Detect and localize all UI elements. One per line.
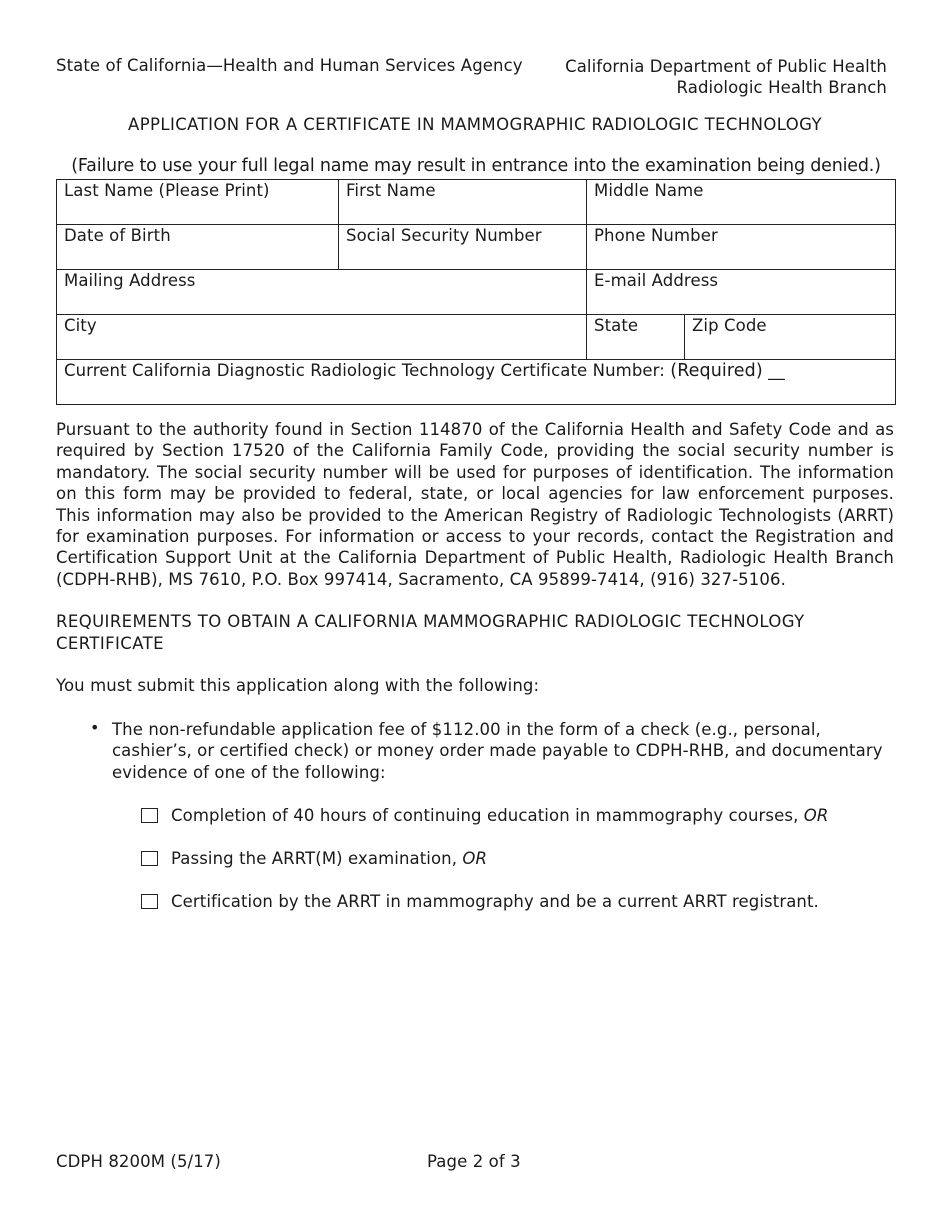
first-name-field[interactable]: [339, 180, 587, 225]
phone-field[interactable]: [587, 225, 896, 270]
checkbox-arrt-exam[interactable]: [141, 851, 158, 866]
email-label: E-mail Address: [594, 271, 719, 290]
option-text: Certification by the ARRT in mammography and be a current ARRT registrant.: [171, 892, 819, 911]
legal-name-note: (Failure to use your full legal name may result in entrance into the examination being denied.): [71, 156, 881, 176]
option-arrt-exam: [141, 849, 487, 868]
city-label: City: [64, 316, 97, 335]
applicant-info-table: [56, 179, 896, 405]
option-text: Completion of 40 hours of continuing education in mammography courses, OR: [171, 806, 829, 825]
checkbox-continuing-education[interactable]: [141, 808, 158, 823]
agency-name: State of California—Health and Human Services Agency: [56, 56, 523, 75]
department-name: California Department of Public Health: [565, 57, 887, 76]
middle-name-label: Middle Name: [594, 181, 704, 200]
mailing-address-label: Mailing Address: [64, 271, 196, 290]
submit-intro: You must submit this application along with the following:: [56, 676, 540, 695]
required-marker: (Required): [670, 361, 763, 381]
dob-field[interactable]: [57, 225, 339, 270]
state-label: State: [594, 316, 639, 335]
mailing-address-field[interactable]: [57, 270, 587, 315]
department-header: [565, 56, 887, 98]
state-field[interactable]: [587, 315, 685, 360]
checkbox-arrt-certification[interactable]: [141, 894, 158, 909]
option-arrt-certification: [141, 892, 819, 911]
ssn-field[interactable]: [339, 225, 587, 270]
certificate-number-label: Current California Diagnostic Radiologic Technology Certificate Number:: [64, 361, 665, 380]
privacy-statement: Pursuant to the authority found in Section 114870 of the California Health and Safety Code and as required by Section 17520 of the California Family Code, providing the social security number is mandatory. The social security number will be used for purposes of identification. The information on this form may be provided to federal, state, or local agencies for law enforcement purposes. This information may also be provided to the American Registry of Radiologic Technologists (ARRT) for examination purposes. For information or access to your records, contact the Registration and Certification Support Unit at the California Department of Public Health, Radiologic Health Branch (CDPH-RHB), MS 7610, P.O. Box 997414, Sacramento, CA 95899-7414, (916) 327-5106.: [56, 420, 894, 589]
page-number: Page 2 of 3: [427, 1152, 521, 1171]
form-number: CDPH 8200M (5/17): [56, 1152, 221, 1171]
certificate-number-value: __: [768, 361, 785, 380]
middle-name-field[interactable]: [587, 180, 896, 225]
zip-field[interactable]: [685, 315, 896, 360]
certificate-number-field[interactable]: [57, 360, 896, 405]
option-text: Passing the ARRT(M) examination, OR: [171, 849, 488, 868]
last-name-field[interactable]: [57, 180, 339, 225]
last-name-label: Last Name (Please Print): [64, 181, 270, 200]
ssn-label: Social Security Number: [346, 226, 542, 245]
city-field[interactable]: [57, 315, 587, 360]
zip-label: Zip Code: [692, 316, 767, 335]
fee-requirement: The non-refundable application fee of $112.00 in the form of a check (e.g., personal, cashier’s, or certified check) or money order made payable to CDPH-RHB, and documentary evidence of one of the following:: [112, 720, 883, 782]
branch-name: Radiologic Health Branch: [676, 78, 887, 97]
bullet-icon: •: [90, 718, 100, 737]
email-field[interactable]: [587, 270, 896, 315]
form-title: APPLICATION FOR A CERTIFICATE IN MAMMOGRAPHIC RADIOLOGIC TECHNOLOGY: [128, 115, 822, 134]
requirements-heading: REQUIREMENTS TO OBTAIN A CALIFORNIA MAMMOGRAPHIC RADIOLOGIC TECHNOLOGY CERTIFICATE: [56, 612, 805, 653]
phone-label: Phone Number: [594, 226, 718, 245]
option-continuing-education: [141, 806, 828, 825]
first-name-label: First Name: [346, 181, 436, 200]
dob-label: Date of Birth: [64, 226, 171, 245]
